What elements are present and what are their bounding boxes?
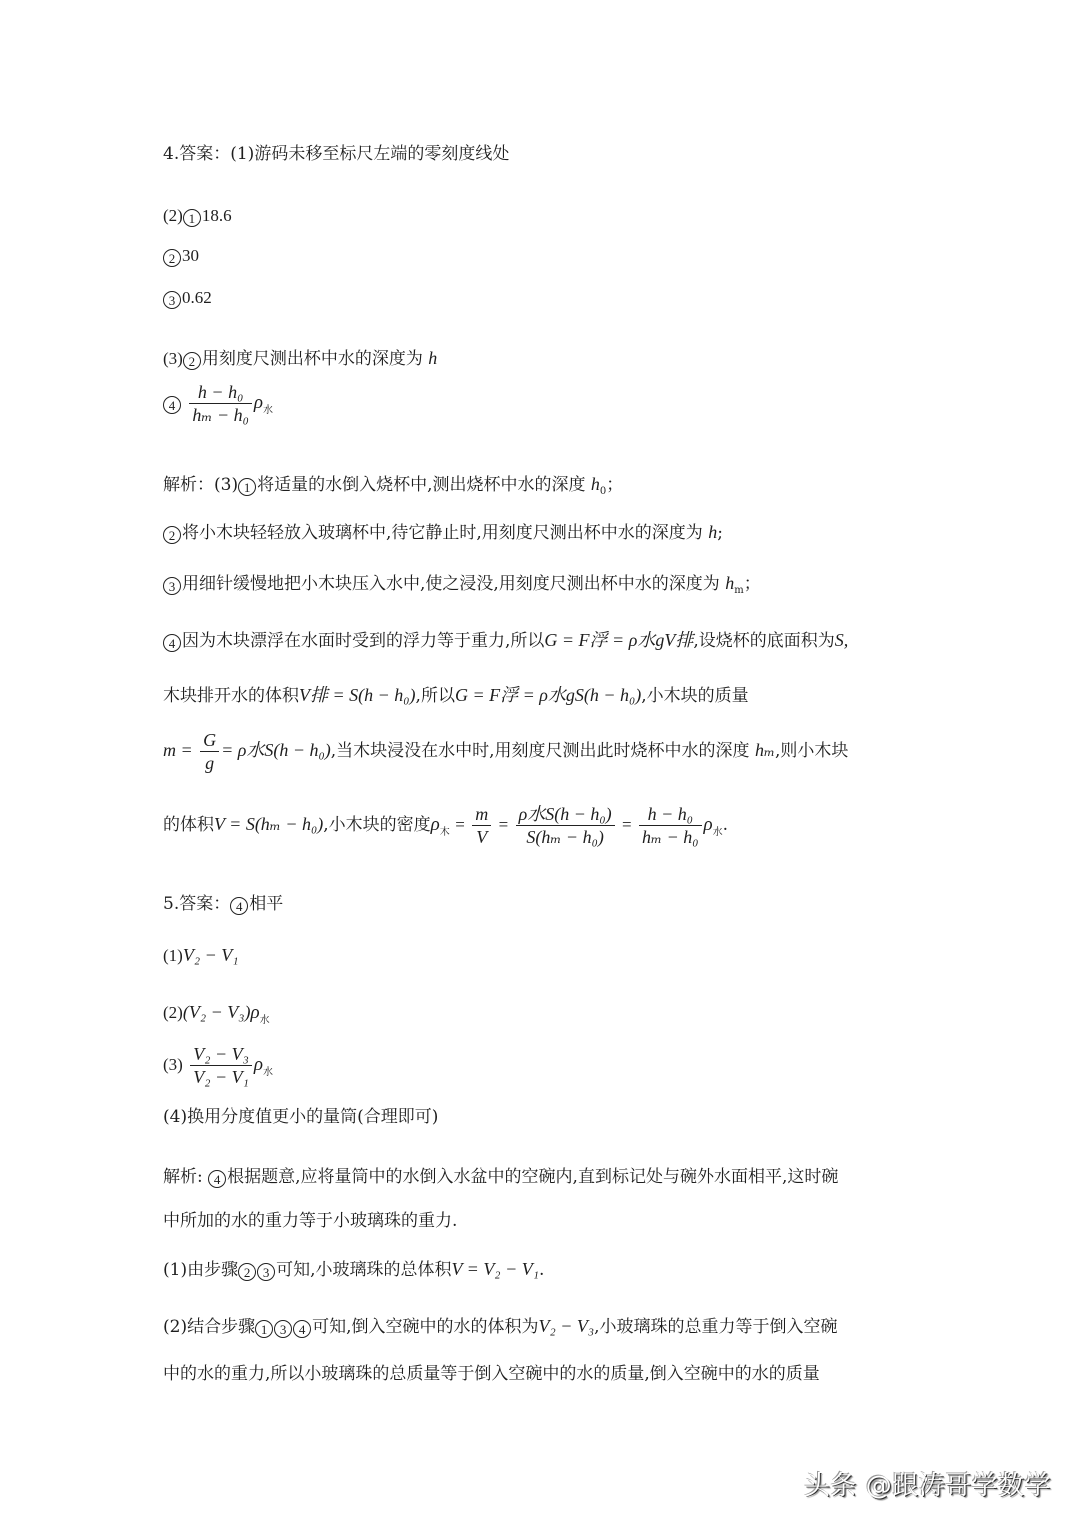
fraction-denominator: S(hₘ − h₀) [526,827,604,847]
q4-analysis-3 [163,571,761,596]
rho-subscript: 水 [712,827,723,838]
density-fraction-3 [639,803,701,848]
analysis-text: 中的水的重力,所以小玻璃珠的总质量等于倒入空碗中的水的质量,倒入空碗中的水的质量 [163,1364,820,1384]
math-formula: m = [163,740,193,760]
q4-analysis-6 [163,725,848,776]
q4-answer-2-3 [163,286,212,310]
punctuation: ; [717,523,723,543]
circled-number-icon: 4 [208,1170,226,1188]
circled-number-icon: 4 [230,897,248,915]
math-variable: S, [834,630,849,650]
part-label: (1) [163,946,183,965]
circled-number-icon: 3 [257,1263,275,1281]
answer-label: 5.答案： [163,894,231,914]
fraction-numerator: G [200,729,219,752]
analysis-text: (2)结合步骤 [163,1317,256,1337]
q5-answer-3 [163,1040,273,1098]
analysis-text: ,当木块浸没在水中时,用刻度尺测出此时烧杯中水的深度 [330,741,750,761]
rho-symbol: ρ [703,814,713,835]
part-label: (3) [163,349,183,368]
circled-number-icon: 2 [163,526,181,544]
circled-number-icon: 2 [238,1263,256,1281]
analysis-text: ,所以 [415,686,455,706]
rho-symbol: ρ [253,392,263,413]
q4-analysis-5 [163,683,749,708]
analysis-text: 根据题意,应将量筒中的水倒入水盆中的空碗内,直到标记处与碗外水面相平,这时碗 [227,1167,839,1187]
math-formula: (V₂ − V₃) [182,1002,251,1022]
analysis-text: 因为木块漂浮在水面时受到的浮力等于重力,所以 [182,631,545,651]
circled-number-icon: 2 [183,352,201,370]
math-formula: V = S(hₘ − h₀) [214,814,324,834]
q4-answer-3-4 [163,380,273,434]
analysis-text: 的体积 [163,815,214,835]
fraction-denominator: g [205,753,215,773]
part-label: (3) [163,1055,183,1074]
rho-subscript: 木 [439,827,450,838]
circled-number-icon: 3 [163,291,181,309]
fraction-numerator: h − h₀ [189,381,251,404]
rho-subscript: 水 [263,1067,274,1078]
circled-number-icon: 4 [293,1320,311,1338]
q4-analysis-1 [163,472,623,497]
mass-fraction [200,729,219,774]
density-fraction-1 [472,803,491,848]
rho-symbol: ρ [250,1002,260,1023]
math-formula: V排 = S(h − h₀) [299,685,416,705]
math-variable: h [708,522,718,542]
fraction-denominator: hₘ − h₀ [642,827,699,847]
analysis-label: 解析: [163,1167,203,1187]
analysis-label: 解析：(3) [163,475,239,495]
math-formula: G = F浮 = ρ水gS(h − h₀) [454,685,642,705]
circled-number-icon: 4 [163,396,181,414]
circled-number-icon: 2 [163,249,181,267]
analysis-text: 中所加的水的重力等于小玻璃珠的重力. [163,1211,458,1231]
circled-number-icon: 3 [274,1320,292,1338]
q4-answer-3-2 [163,346,437,371]
q5-answer-1 [163,943,238,968]
analysis-text: (1)由步骤 [163,1260,239,1280]
rho-subscript: 水 [262,405,273,416]
q5-answer-4b [163,1105,438,1129]
math-formula: V₂ − V₁ [182,945,239,965]
q5-answer-2 [163,1000,270,1033]
circled-number-icon: 1 [255,1320,273,1338]
fraction-numerator: h − h₀ [639,803,701,826]
answer-value: 18.6 [201,206,232,225]
analysis-text: ,则小木块 [775,741,849,761]
q5-analysis-3 [163,1257,544,1282]
analysis-text: 将小木块轻轻放入玻璃杯中,待它静止时,用刻度尺测出杯中水的深度为 [182,523,703,543]
analysis-text: 将适量的水倒入烧杯中,测出烧杯中水的深度 [257,475,586,495]
rho-subscript: 水 [259,1015,270,1026]
analysis-text: 用细针缓慢地把小木块压入水中,使之浸没,用刻度尺测出杯中水的深度为 [182,574,720,594]
circled-number-icon: 1 [238,478,256,496]
math-variable: hₘ [754,740,776,760]
punctuation: . [538,1260,545,1280]
q4-answer-2-2 [163,244,199,268]
punctuation: ； [743,574,761,594]
part-label: (2) [163,206,183,225]
answer-value: 0.62 [182,288,212,307]
watermark: 头条 @跟涛哥学数学 [804,1471,1052,1501]
density-fraction [190,1043,252,1088]
density-fraction [189,381,251,426]
analysis-text: ,小木块的密度 [323,815,431,835]
math-subscript: m [734,585,744,596]
q4-answer-1 [163,142,509,166]
math-variable: h [725,573,735,593]
answer-text: 相平 [249,894,284,914]
q4-analysis-4 [163,628,848,653]
fraction-denominator: V₂ − V₁ [193,1067,249,1087]
punctuation: . [722,815,729,835]
fraction-numerator: ρ水S(h − h₀) [516,803,615,826]
fraction-numerator: V₂ − V₃ [190,1043,252,1066]
analysis-text: 可知,小玻璃珠的总体积 [276,1260,452,1280]
part-label: (2) [163,1003,183,1022]
answer-text: 用刻度尺测出杯中水的深度为 [201,349,423,369]
answer-label: 4.答案： [163,144,231,164]
math-formula: G = F浮 = ρ水gV排 [544,630,694,650]
punctuation: ； [606,475,624,495]
circled-number-icon: 3 [163,577,181,595]
density-fraction-2 [516,803,615,848]
math-variable: h [428,348,438,368]
fraction-denominator: V [476,827,488,847]
answer-value: 30 [182,246,199,265]
circled-number-icon: 4 [163,634,181,652]
circled-number-icon: 1 [183,209,201,227]
q5-analysis-2 [163,1209,457,1233]
q5-analysis-4 [163,1314,838,1339]
q5-analysis-5 [163,1362,820,1386]
q4-analysis-2 [163,520,723,545]
q5-analysis-1 [163,1165,838,1189]
q4-analysis-7: 的体积V = S(hₘ − h₀),小木块的密度$\rho_木$ = $\frac{m}{V}$ = $\frac{\text{ρ水S(h − h₀)}}{\text{S(hₘ − h₀)}}$ = $\frac{\text{h − h₀}}{\text{hₘ − h₀}}$ $\rho_水$. [163,804,729,847]
math-formula: V = V₂ − V₁ [451,1259,539,1279]
fraction-denominator: hₘ − h₀ [192,405,249,425]
q4-answer-2-1 [163,204,232,228]
math-formula: = ρ水S(h − h₀) [221,740,331,760]
rho-symbol: ρ [253,1054,264,1075]
analysis-text: ,小木块的质量 [641,686,749,706]
analysis-text: 木块排开水的体积 [163,686,299,706]
analysis-text: 可知,倒入空碗中的水的体积为 [312,1317,539,1337]
math-variable: h [590,474,600,494]
answer-text: (4)换用分度值更小的量筒(合理即可) [163,1107,439,1127]
analysis-text: ,小玻璃珠的总重力等于倒入空碗 [594,1317,838,1337]
answer-text: (1)游码未移至标尺左端的零刻度线处 [230,144,510,164]
q5-answer-4 [163,892,283,916]
fraction-numerator: m [472,803,491,826]
math-formula: V₂ − V₃ [538,1316,595,1336]
analysis-text: ,设烧杯的底面积为 [693,631,835,651]
rho-symbol: ρ [430,814,440,835]
math-subscript: 0 [599,486,607,497]
